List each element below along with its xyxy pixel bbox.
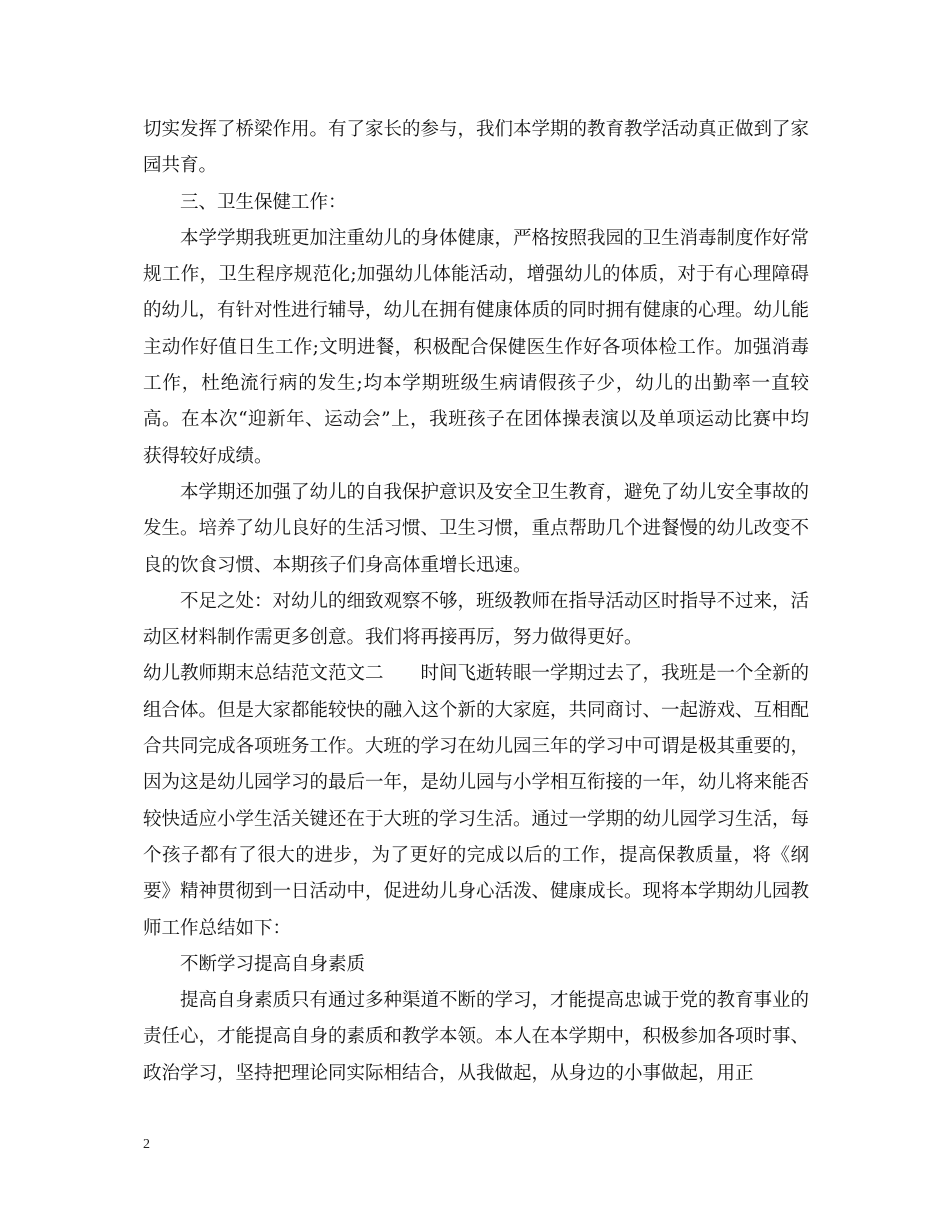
paragraph-self-improvement: 提高自身素质只有通过多种渠道不断的学习，才能提高忠诚于党的教育事业的责任心，才能提高自身的素质和教学本领。本人在本学期中，积极参加各项时事、政治学习，坚持把理论同实际相结合，从我做起，从身边的小事做起，用正 — [143, 990, 810, 1084]
paragraph-sample-two: 幼儿教师期末总结范文范文二 时间飞逝转眼一学期过去了，我班是一个全新的组合体。但是大家都能较快的融入这个新的大家庭，共同商讨、一起游戏、互相配合共同完成各项班务工作。大班的学习在幼儿园三年的学习中可谓是极其重要的，因为这是幼儿园学习的最后一年，是幼儿园与小学相互衔接的一年，幼儿将来能否较快适应小学生活关键还在于大班的学习生活。通过一学期的幼儿园学习生活，每个孩子都有了很大的进步，为了更好的完成以后的工作，提高保教质量，将《纲要》精神贯彻到一日活动中，促进幼儿身心活泼、健康成长。现将本学期幼儿园教师工作总结如下： — [143, 663, 810, 939]
paragraph-safety: 本学期还加强了幼儿的自我保护意识及安全卫生教育，避免了幼儿安全事故的发生。培养了幼儿良好的生活习惯、卫生习惯，重点帮助几个进餐慢的幼儿改变不良的饮食习惯、本期孩子们身高体重增长迅速。 — [143, 481, 810, 576]
section-heading-self-improvement: 不断学习提高自身素质 — [180, 953, 366, 975]
paragraph-continuation: 切实发挥了桥梁作用。有了家长的参与，我们本学期的教育教学活动真正做到了家园共育。 — [143, 119, 810, 177]
section-heading-hygiene: 三、卫生保健工作： — [180, 191, 347, 213]
paragraph-shortcomings: 不足之处：对幼儿的细致观察不够，班级教师在指导活动区时指导不过来，活动区材料制作需更多创意。我们将再接再厉，努力做得更好。 — [143, 590, 810, 649]
page-number: 2 — [143, 1137, 150, 1152]
paragraph-health: 本学学期我班更加注重幼儿的身体健康，严格按照我园的卫生消毒制度作好常规工作，卫生程序规范化;加强幼儿体能活动，增强幼儿的体质，对于有心理障碍的幼儿，有针对性进行辅导，幼儿在拥有健康体质的同时拥有健康的心理。幼儿能主动作好值日生工作;文明进餐，积极配合保健医生作好各项体检工作。加强消毒工作，杜绝流行病的发生;均本学期班级生病请假孩子少，幼儿的出勤率一直较高。在本次“迎新年、运动会”上，我班孩子在团体操表演以及单项运动比赛中均获得较好成绩。 — [143, 227, 810, 467]
document-body — [143, 112, 809, 1092]
